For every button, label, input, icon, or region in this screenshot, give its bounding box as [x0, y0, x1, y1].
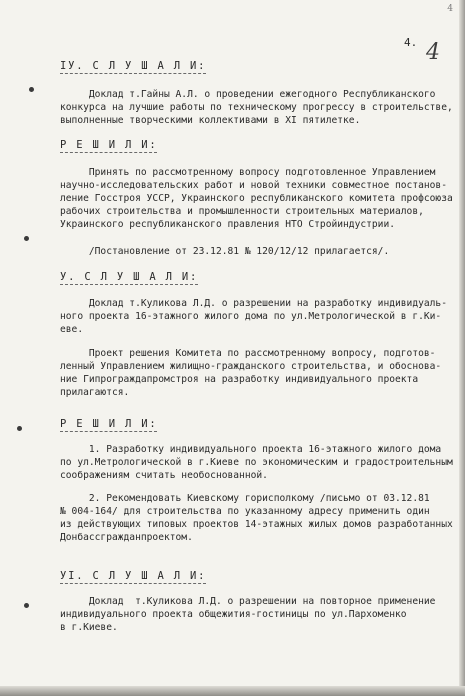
section-4-report: Доклад т.Гайны А.Л. о проведении ежегодного Республиканского конкурса на лучшие работы по техническому прогрессу в строительстве, выполненные творческими коллективами в XI пятилетке. [60, 89, 453, 126]
page-edge-bottom [0, 686, 465, 696]
section-5-draft-decision: Проект решения Комитета по рассмотренному вопросу, подготов- ленный Управлением жилищно-гражданского строительства, и обоснова- ние Гипрограждапромстроя на разработку индивидуального проекта прилагаются. [60, 348, 442, 398]
page-number: 4. [404, 36, 418, 49]
section-6-report: Доклад т.Куликова Л.Д. о разрешении на повторное применение индивидуального проекта общежития-гостиницы по ул.Пархоменко в г.Киеве. [60, 596, 436, 633]
section-5-decision-heading: Р Е Ш И Л И: [60, 418, 158, 430]
margin-mark [24, 603, 29, 608]
section-4-resolution-note: /Постановление от 23.12.81 № 120/12/12 прилагается/. [60, 246, 390, 257]
section-5-decision-2: 2. Рекомендовать Киевскому горисполкому /письмо от 03.12.81 № 004-164/ для строительства по указанному адресу применить один из действующих типовых проектов 14-этажных жилых домов разработанных Донбассгражданпроектом. [60, 493, 453, 543]
corner-mark: 4 [447, 4, 453, 14]
section-4-heading: IУ. С Л У Ш А Л И: [60, 60, 207, 72]
section-4-decision: Принять по рассмотренному вопросу подготовленное Управлением научно-исследовательских работ и новой техники совместное постанов- ление Госстроя УССР, Украинского республиканского комитета профсоюза рабочих строительства и промышленности строительных материалов, Украинского республиканского правления НТО Стройиндустрии. [60, 167, 453, 230]
page-edge [459, 0, 465, 696]
section-5-decision-1: 1. Разработку индивидуального проекта 16-этажного жилого дома по ул.Метрологической в г.Киеве по экономическим и градостроительным соображениям считать необоснованной. [60, 444, 453, 481]
margin-mark [29, 87, 34, 92]
section-4-decision-heading: Р Е Ш И Л И: [60, 139, 158, 151]
section-6-heading: УI. С Л У Ш А Л И: [60, 570, 207, 582]
handwritten-page-number: 4 [426, 40, 440, 65]
section-5-report: Доклад т.Куликова Л.Д. о разрешении на разработку индивидуаль- ного проекта 16-этажного жилого дома по ул.Метрологической в г.Ки- еве. [60, 298, 447, 335]
section-5-heading: У. С Л У Ш А Л И: [60, 271, 199, 283]
margin-mark [24, 236, 29, 241]
margin-mark [17, 426, 22, 431]
